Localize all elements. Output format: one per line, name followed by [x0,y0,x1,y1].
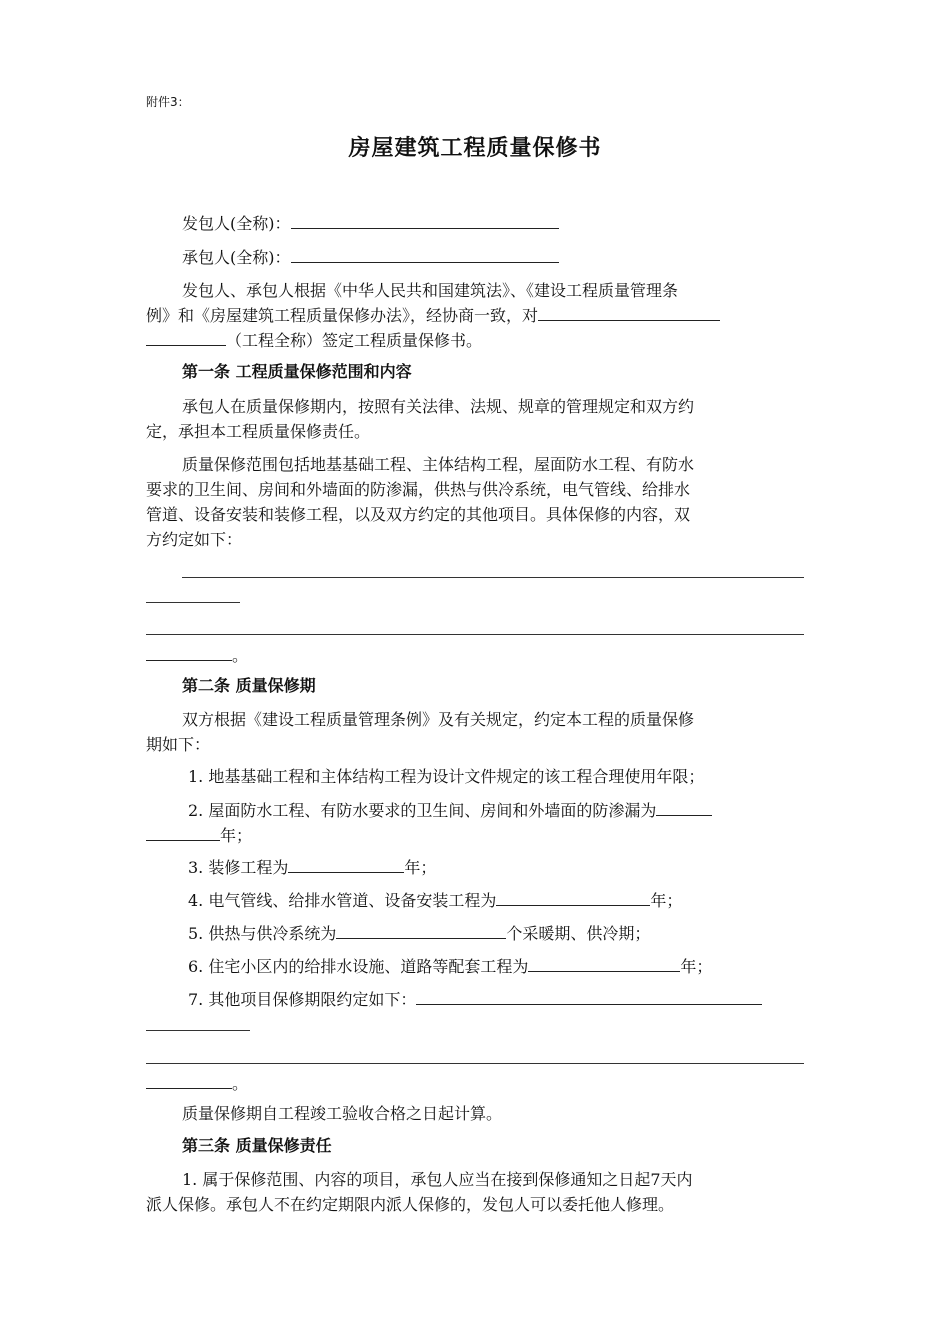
party-b-label: 承包人(全称)： [182,248,291,267]
period-item-3-unit: 年； [404,858,437,877]
other-period-blank-line-4[interactable] [146,1073,232,1089]
article-1-p1-line-2: 定，承担本工程质量保修责任。 [146,422,371,441]
other-period-blank-line-3[interactable] [146,1063,804,1064]
period-item-5-blank[interactable] [336,923,506,939]
article-1-p2-line-2: 要求的卫生间、房间和外墙面的防渗漏，供热与供冷系统，电气管线、给排水 [146,480,691,499]
period-item-6-blank[interactable] [528,956,680,972]
article-2-heading: 第二条 质量保修期 [182,676,316,695]
attachment-label: 附件3： [146,95,190,109]
period-item-6-row [188,956,712,977]
party-a-blank[interactable] [291,213,559,229]
other-period-end-mark: 。 [232,1074,249,1093]
period-item-7-text: 7. 其他项目保修期限约定如下： [188,990,417,1009]
intro-line-2 [146,305,720,326]
period-item-1: 1. 地基基础工程和主体结构工程为设计文件规定的该工程合理使用年限； [188,767,705,786]
period-item-5-unit: 个采暖期、供冷期； [506,924,651,943]
period-item-7-blank[interactable] [416,989,762,1005]
article-1-p2-line-4: 方约定如下： [146,530,243,549]
period-item-2-row [188,800,712,821]
article-1-p1-line-1: 承包人在质量保修期内，按照有关法律、法规、规章的管理规定和双方约 [182,397,695,416]
party-b-row [182,247,559,268]
other-period-blank-line-2[interactable] [146,1030,250,1031]
period-item-4-blank[interactable] [496,890,650,906]
article-3-heading: 第三条 质量保修责任 [182,1136,332,1155]
period-item-2-blank-cont[interactable] [146,825,220,841]
project-name-blank[interactable] [538,305,720,321]
article-2-p1-line-1: 双方根据《建设工程质量管理条例》及有关规定，约定本工程的质量保修 [182,710,695,729]
scope-blank-line-1[interactable] [182,577,804,578]
scope-blank-line-4-row [146,645,248,666]
party-b-blank[interactable] [291,247,559,263]
period-item-6-text: 6. 住宅小区内的给排水设施、道路等配套工程为 [188,957,529,976]
intro-line-3 [146,330,482,351]
period-item-5-text: 5. 供热与供冷系统为 [188,924,337,943]
article-2-p1-line-2: 期如下： [146,735,211,754]
document-title: 房屋建筑工程质量保修书 [348,136,602,161]
article-3-p1-line-1: 1. 属于保修范围、内容的项目，承包人应当在接到保修通知之日起7天内 [182,1170,693,1189]
intro-line-2-text: 例》和《房屋建筑工程质量保修办法》，经协商一致，对 [146,306,539,325]
period-item-4-unit: 年； [650,891,683,910]
project-name-blank-cont[interactable] [146,330,226,346]
period-item-4-row [188,890,682,911]
period-item-3-row [188,857,436,878]
scope-blank-line-3[interactable] [146,634,804,635]
other-period-blank-line-4-row [146,1073,248,1094]
period-item-7-row [188,989,762,1010]
article-1-p2-line-1: 质量保修范围包括地基基础工程、主体结构工程，屋面防水工程、有防水 [182,455,695,474]
period-item-3-blank[interactable] [288,857,404,873]
period-item-2-blank[interactable] [656,800,712,816]
intro-line-3-text: （工程全称）签定工程质量保修书。 [226,331,483,350]
article-3-p1-line-2: 派人保修。承包人不在约定期限内派人保修的，发包人可以委托他人修理。 [146,1195,675,1214]
scope-blank-line-4[interactable] [146,645,232,661]
period-item-2-unit: 年； [220,826,253,845]
article-1-heading: 第一条 工程质量保修范围和内容 [182,362,412,381]
article-1-p2-line-3: 管道、设备安装和装修工程，以及双方约定的其他项目。具体保修的内容，双 [146,505,691,524]
scope-blank-line-2[interactable] [146,602,240,603]
party-a-row [182,213,559,234]
party-a-label: 发包人(全称)： [182,214,291,233]
period-item-3-text: 3. 装修工程为 [188,858,289,877]
period-item-5-row [188,923,650,944]
period-item-4-text: 4. 电气管线、给排水管道、设备安装工程为 [188,891,497,910]
period-item-6-unit: 年； [680,957,713,976]
period-item-2-text: 2. 屋面防水工程、有防水要求的卫生间、房间和外墙面的防渗漏为 [188,801,657,820]
intro-line-1: 发包人、承包人根据《中华人民共和国建筑法》、《建设工程质量管理条 [182,281,679,300]
period-start-note: 质量保修期自工程竣工验收合格之日起计算。 [182,1104,503,1123]
period-item-2-cont [146,825,252,846]
scope-end-mark: 。 [232,646,249,665]
